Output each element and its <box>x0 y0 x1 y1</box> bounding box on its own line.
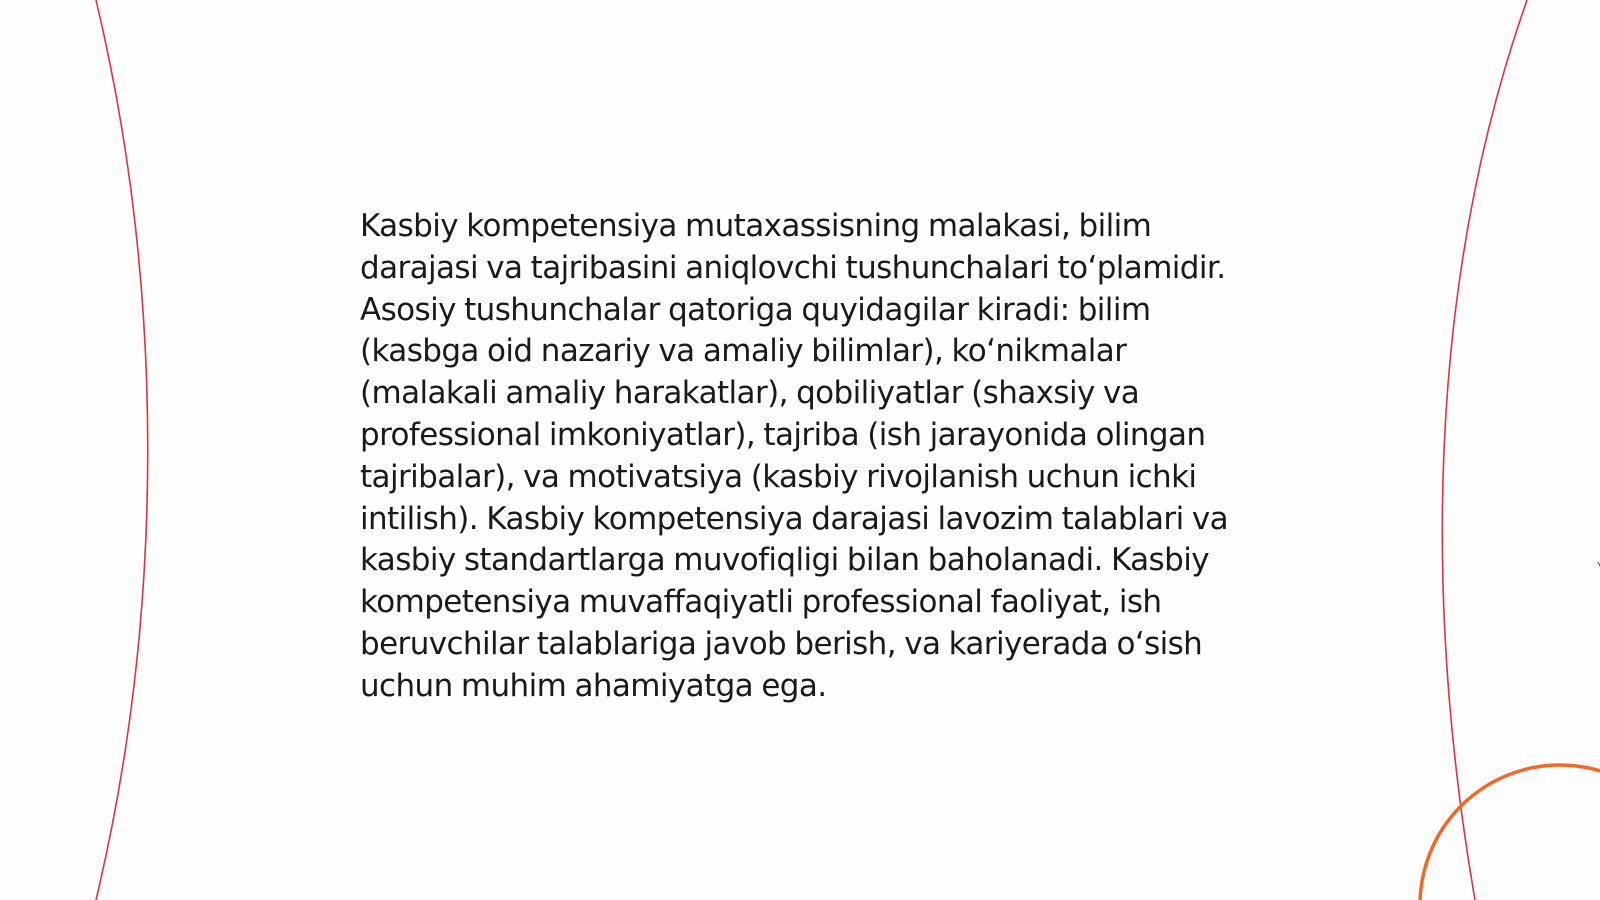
right-arc-line <box>1442 0 1527 900</box>
slide-body-text: Kasbiy kompetensiya mutaxassisning malakasi, bilim darajasi va tajribasini aniqlovchi tushunchalari to‘plamidir. Asosiy tushunchalar qatoriga quyidagilar kiradi: bilim (kasbga oid nazariy va amaliy bilimlar), ko‘nikmalar (malakali amaliy harakatlar), qobiliyatlar (shaxsiy va professional imkoniyatlar), tajriba (ish jarayonida olingan tajribalar), va motivatsiya (kasbiy rivojlanish uchun ichki intilish). Kasbiy kompetensiya darajasi lavozim talablari va kasbiy standartlarga muvofiqligi bilan baholanadi. Kasbiy kompetensiya muvaffaqiyatli professional faoliyat, ish beruvchilar talablariga javob berish, va kariyerada o‘sish uchun muhim ahamiyatga ega. <box>360 208 1228 704</box>
left-arc-line <box>96 0 148 900</box>
orange-circle-outline <box>1420 765 1600 900</box>
